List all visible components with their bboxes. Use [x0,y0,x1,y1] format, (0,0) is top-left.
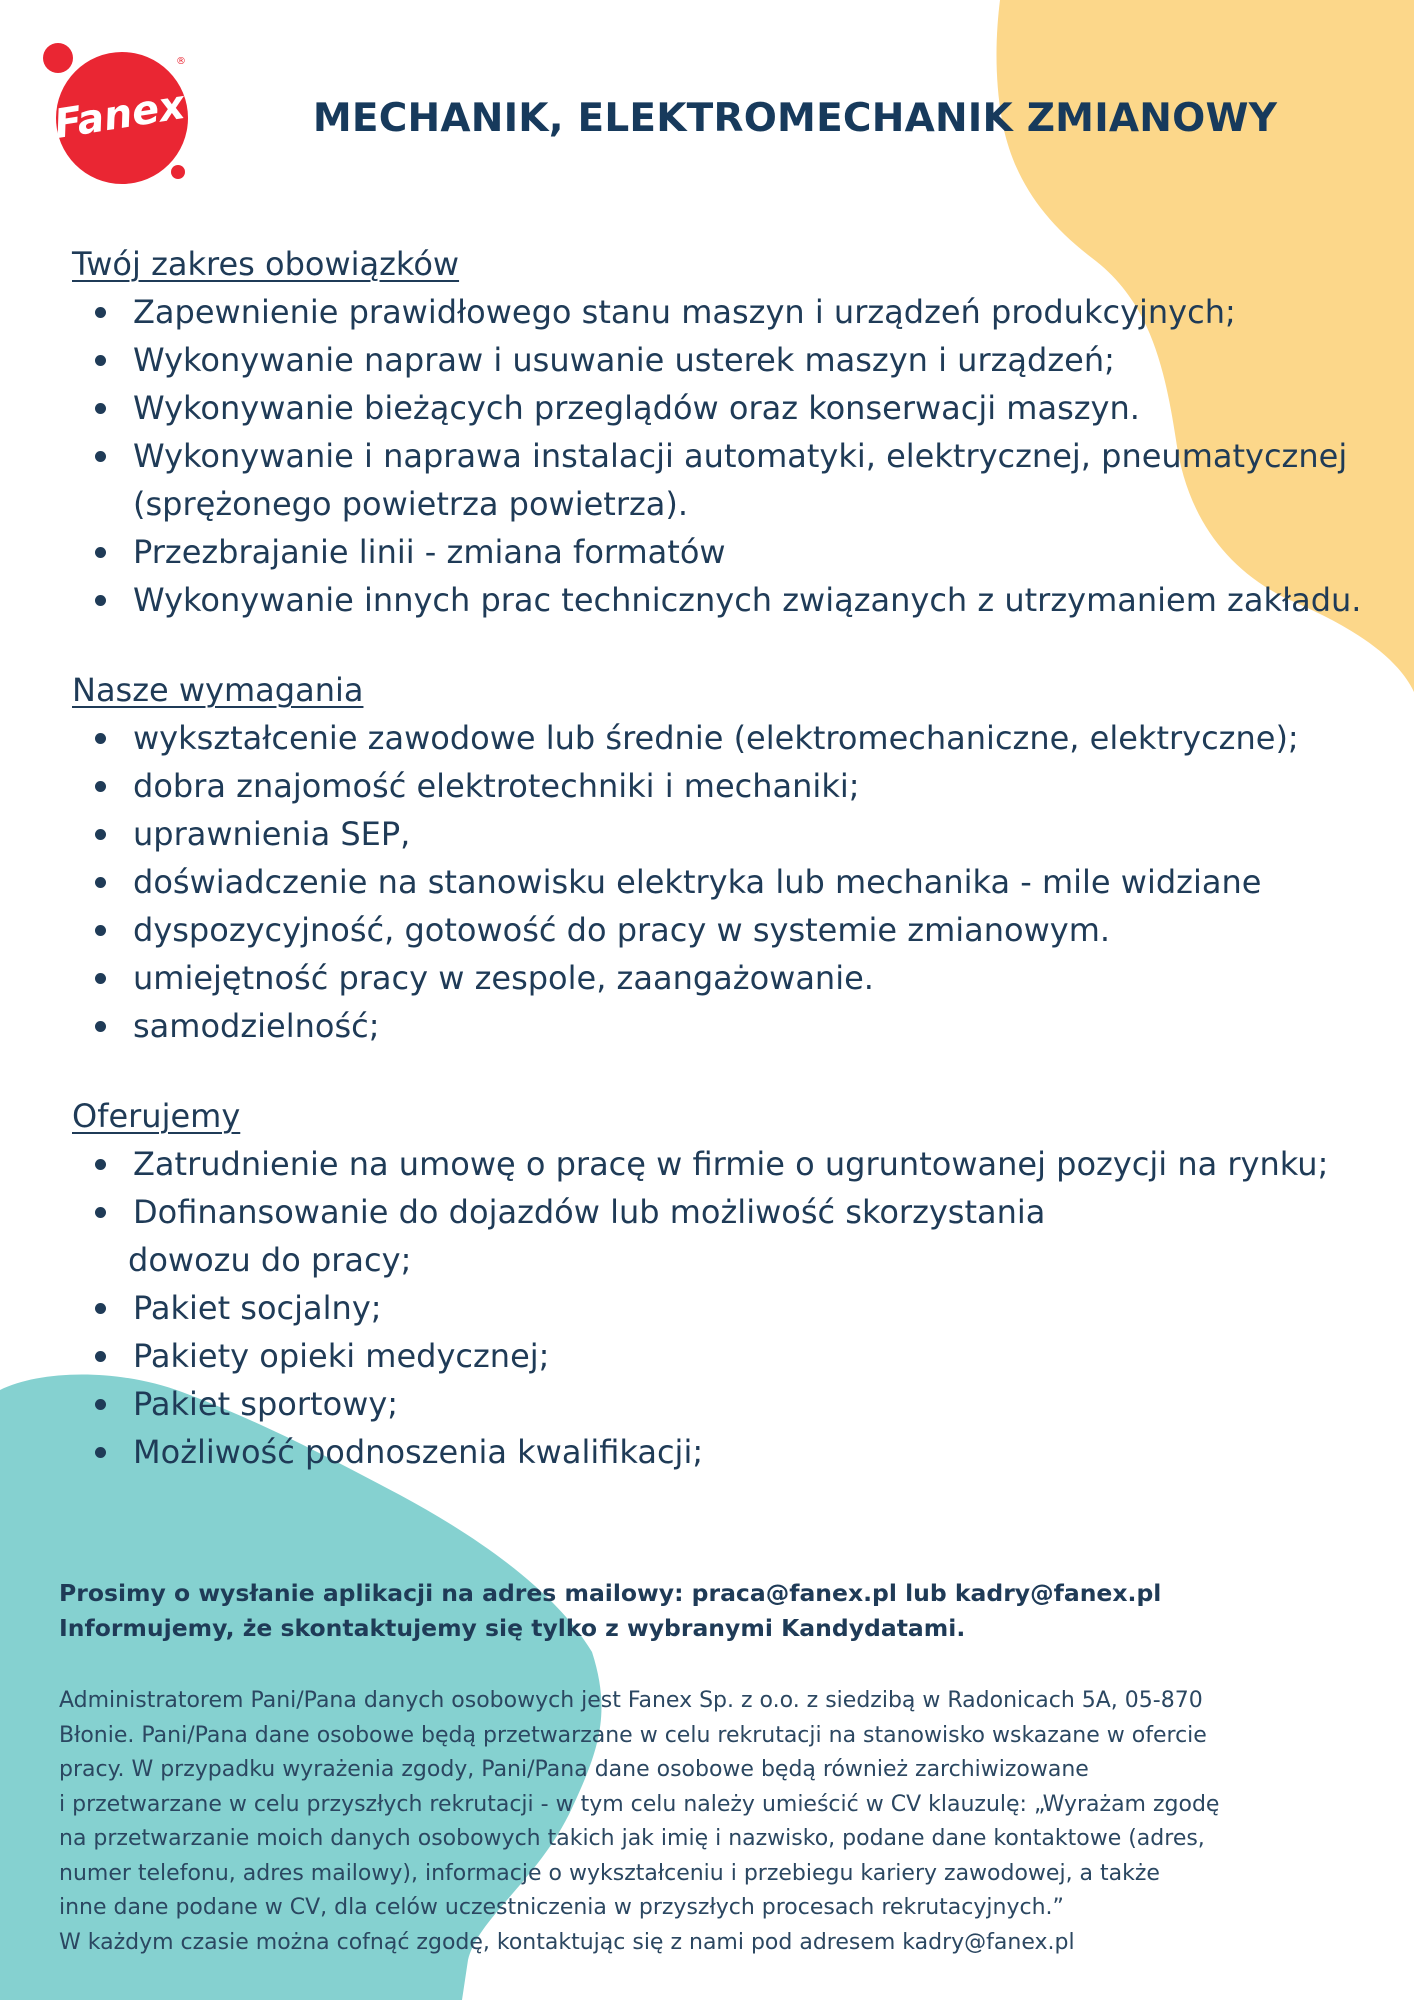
list-item-continuation: (sprężonego powietrza powietrza). [133,485,689,523]
bullet-icon [95,451,106,462]
list-item: Pakiet socjalny; [72,1284,1402,1332]
list-item: uprawnienia SEP, [72,810,1402,858]
bullet-icon [95,877,106,888]
list-item: samodzielność; [72,1002,1402,1050]
bullet-icon [95,1351,106,1362]
bullet-icon [95,403,106,414]
list-item: Możliwość podnoszenia kwalifikacji; [72,1428,1402,1476]
privacy-line: pracy. W przypadku wyrażenia zgody, Pani/Pana dane osobowe będą również zarchiwizowane [59,1757,1089,1782]
list-item: wykształcenie zawodowe lub średnie (elektromechaniczne, elektryczne); [72,714,1402,762]
bullet-icon [95,1399,106,1410]
bullet-icon [95,595,106,606]
section-duties [72,240,1402,624]
privacy-line: Błonie. Pani/Pana dane osobowe będą przetwarzane w celu rekrutacji na stanowisko wskazane w ofercie [59,1722,1207,1748]
logo-registered-mark: ® [176,56,186,67]
privacy-line: na przetwarzanie moich danych osobowych takich jak imię i nazwisko, podane dane kontaktowe (adres, [59,1826,1205,1851]
section-heading-duties: Twój zakres obowiązków [72,245,460,283]
list-item: Pakiet sportowy; [72,1380,1402,1428]
bullet-icon [95,1447,106,1458]
list-item: Zapewnienie prawidłowego stanu maszyn i urządzeń produkcyjnych; [72,288,1402,336]
section-heading-offer: Oferujemy [72,1097,241,1135]
list-item: Zatrudnienie na umowę o pracę w firmie o ugruntowanej pozycji na rynku; [72,1140,1402,1188]
bullet-icon [95,1303,106,1314]
bullet-icon [95,925,106,936]
offer-list [72,1140,1402,1476]
privacy-line: numer telefonu, adres mailowy), informacje o wykształceniu i przebiegu kariery zawodowej, a także [59,1860,1160,1886]
logo-splash-drop [171,165,185,179]
list-item: dobra znajomość elektrotechniki i mechaniki; [72,762,1402,810]
logo-splash-dot [43,43,73,73]
bullet-icon [95,1021,106,1032]
privacy-clause [59,1684,1389,1960]
logo-wordmark: Fanex [51,82,188,149]
bullet-icon [95,1207,106,1218]
bullet-icon [95,829,106,840]
bullet-icon [95,733,106,744]
privacy-line: inne dane podane w CV, dla celów uczestniczenia w przyszłych procesach rekrutacyjnych.” [59,1895,1064,1920]
list-item: Dofinansowanie do dojazdów lub możliwość skorzystania dowozu do pracy; [72,1188,1402,1284]
section-heading-requirements: Nasze wymagania [72,671,364,709]
list-item: Wykonywanie bieżących przeglądów oraz konserwacji maszyn. [72,384,1402,432]
section-offer [72,1092,1402,1476]
bullet-icon [95,1159,106,1170]
list-item: umiejętność pracy w zespole, zaangażowanie. [72,954,1402,1002]
bullet-icon [95,781,106,792]
privacy-line: i przetwarzane w celu przyszłych rekrutacji - w tym celu należy umieścić w CV klauzulę: „Wyrażam zgodę [59,1791,1220,1817]
bullet-icon [95,307,106,318]
requirements-list [72,714,1402,1050]
list-item: Wykonywanie innych prac technicznych związanych z utrzymaniem zakładu. [72,576,1402,624]
bullet-icon [95,973,106,984]
list-item: Pakiety opieki medycznej; [72,1332,1402,1380]
privacy-line: W każdym czasie można cofnąć zgodę, kontaktując się z nami pod adresem kadry@fanex.pl [59,1929,1075,1955]
list-item: Przezbrajanie linii - zmiana formatów [72,528,1402,576]
list-item: doświadczenie na stanowisku elektryka lub mechanika - mile widziane [72,858,1402,906]
contact-notice: Informujemy, że skontaktujemy się tylko z wybranymi Kandydatami. [59,1614,966,1642]
bullet-icon [95,547,106,558]
fanex-logo [38,38,198,188]
privacy-line: Administratorem Pani/Pana danych osobowych jest Fanex Sp. z o.o. z siedzibą w Radonicach 5A, 05-870 [59,1688,1203,1713]
duties-list [72,288,1402,624]
page-title: MECHANIK, ELEKTROMECHANIK ZMIANOWY [312,96,1278,141]
section-requirements [72,666,1402,1050]
list-item: Wykonywanie i naprawa instalacji automatyki, elektrycznej, pneumatycznej (sprężonego powietrza powietrza). [72,432,1402,528]
list-item: Wykonywanie napraw i usuwanie usterek maszyn i urządzeń; [72,336,1402,384]
application-instruction: Prosimy o wysłanie aplikacji na adres mailowy: praca@fanex.pl lub kadry@fanex.pl [59,1579,1162,1607]
list-item-continuation: dowozu do pracy; [128,1241,412,1279]
bullet-icon [95,355,106,366]
application-info [59,1576,1379,1646]
list-item: dyspozycyjność, gotowość do pracy w systemie zmianowym. [72,906,1402,954]
